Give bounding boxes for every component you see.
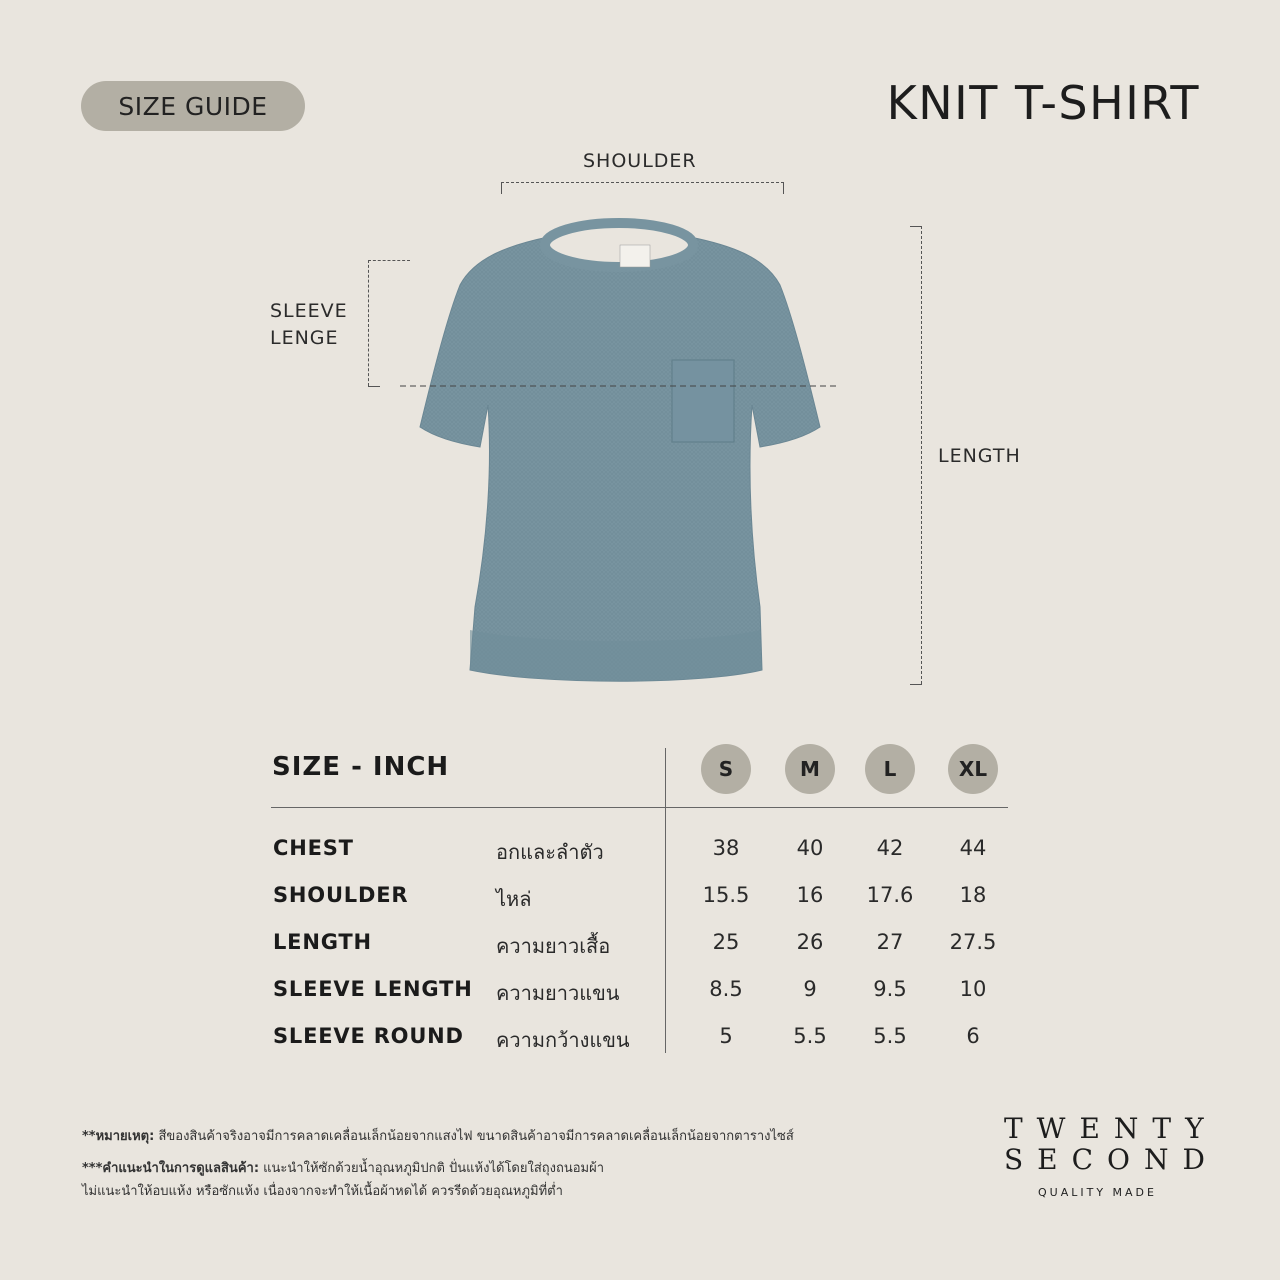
row-label-th: ความยาวแขน [496, 981, 620, 1005]
note-care-instructions [82, 1158, 604, 1179]
cell-xl: 44 [959, 836, 987, 860]
sleeve-tick-bottom [368, 386, 380, 387]
brand-logo-line1: TWENTY [1004, 1112, 1218, 1145]
shirt-neck-opening [545, 223, 693, 267]
shirt-pocket [672, 360, 734, 442]
row-label-en: SHOULDER [273, 883, 409, 907]
cell-s: 38 [712, 836, 740, 860]
note1-label: **หมายเหตุ: [82, 1129, 155, 1144]
length-label: LENGTH [938, 445, 1021, 467]
cell-xl: 6 [966, 1024, 980, 1048]
cell-m: 40 [796, 836, 824, 860]
table-row [0, 883, 1280, 913]
table-row [0, 836, 1280, 866]
cell-xl: 10 [959, 977, 987, 1001]
row-label-en: CHEST [273, 836, 354, 860]
size-badge-s: S [701, 744, 751, 794]
sleeve-measure-line [368, 260, 369, 386]
sleeve-label-line2: LENGE [270, 327, 339, 349]
cell-xl: 18 [959, 883, 987, 907]
cell-s: 5 [719, 1024, 733, 1048]
cell-s: 15.5 [702, 883, 750, 907]
size-table-heading: SIZE - INCH [272, 752, 450, 782]
table-horizontal-divider [271, 807, 1008, 808]
shirt-neck-label [620, 245, 650, 267]
size-badge-l: L [865, 744, 915, 794]
knit-tshirt-image [400, 215, 840, 695]
cell-xl: 27.5 [949, 930, 997, 954]
row-label-en: SLEEVE LENGTH [273, 977, 473, 1001]
size-badge-m: M [785, 744, 835, 794]
table-row [0, 1024, 1280, 1054]
table-row [0, 977, 1280, 1007]
length-measure-line [921, 226, 922, 684]
shoulder-label: SHOULDER [583, 150, 697, 172]
table-row [0, 930, 1280, 960]
shoulder-tick-right [783, 182, 784, 194]
cell-l: 17.6 [866, 883, 914, 907]
cell-m: 26 [796, 930, 824, 954]
note2-label: ***คำแนะนำในการดูแลสินค้า: [82, 1161, 260, 1176]
row-label-en: LENGTH [273, 930, 372, 954]
row-label-en: SLEEVE ROUND [273, 1024, 464, 1048]
shoulder-tick-left [501, 182, 502, 194]
row-label-th: ไหล่ [496, 887, 532, 911]
brand-logo-line2: SECOND [1004, 1143, 1219, 1176]
length-tick-bottom [910, 684, 922, 685]
note1-text: สีของสินค้าจริงอาจมีการคลาดเคลื่อนเล็กน้อยจากแสงไฟ ขนาดสินค้าอาจมีการคลาดเคลื่อนเล็กน้อยจากตารางไซส์ [154, 1129, 794, 1144]
shirt-body [420, 237, 820, 681]
row-label-th: อกและลำตัว [496, 840, 604, 864]
size-guide-badge [81, 81, 305, 131]
cell-l: 5.5 [873, 1024, 907, 1048]
size-badge-xl: XL [948, 744, 998, 794]
cell-s: 8.5 [709, 977, 743, 1001]
cell-m: 16 [796, 883, 824, 907]
note-color-disclaimer [82, 1126, 794, 1147]
product-title: KNIT T-SHIRT [886, 76, 1200, 130]
row-label-th: ความยาวเสื้อ [496, 934, 611, 958]
size-guide-label: SIZE GUIDE [118, 91, 268, 121]
length-tick-top [910, 226, 922, 227]
note2-text: แนะนำให้ซักด้วยน้ำอุณหภูมิปกติ ปั่นแห้งได้โดยใส่ถุงถนอมผ้า [259, 1161, 605, 1176]
shoulder-measure-line [501, 182, 784, 183]
note-care-instructions-line2: ไม่แนะนำให้อบแห้ง หรือซักแห้ง เนื่องจากจะทำให้เนื้อผ้าหดได้ ควรรีดด้วยอุณหภูมิที่ต่ำ [82, 1184, 563, 1199]
sleeve-label-line1: SLEEVE [270, 300, 348, 322]
row-label-th: ความกว้างแขน [496, 1028, 630, 1052]
brand-tagline: QUALITY MADE [1038, 1186, 1157, 1199]
cell-l: 9.5 [873, 977, 907, 1001]
cell-s: 25 [712, 930, 740, 954]
cell-l: 42 [876, 836, 904, 860]
cell-m: 9 [803, 977, 817, 1001]
cell-m: 5.5 [793, 1024, 827, 1048]
cell-l: 27 [876, 930, 904, 954]
